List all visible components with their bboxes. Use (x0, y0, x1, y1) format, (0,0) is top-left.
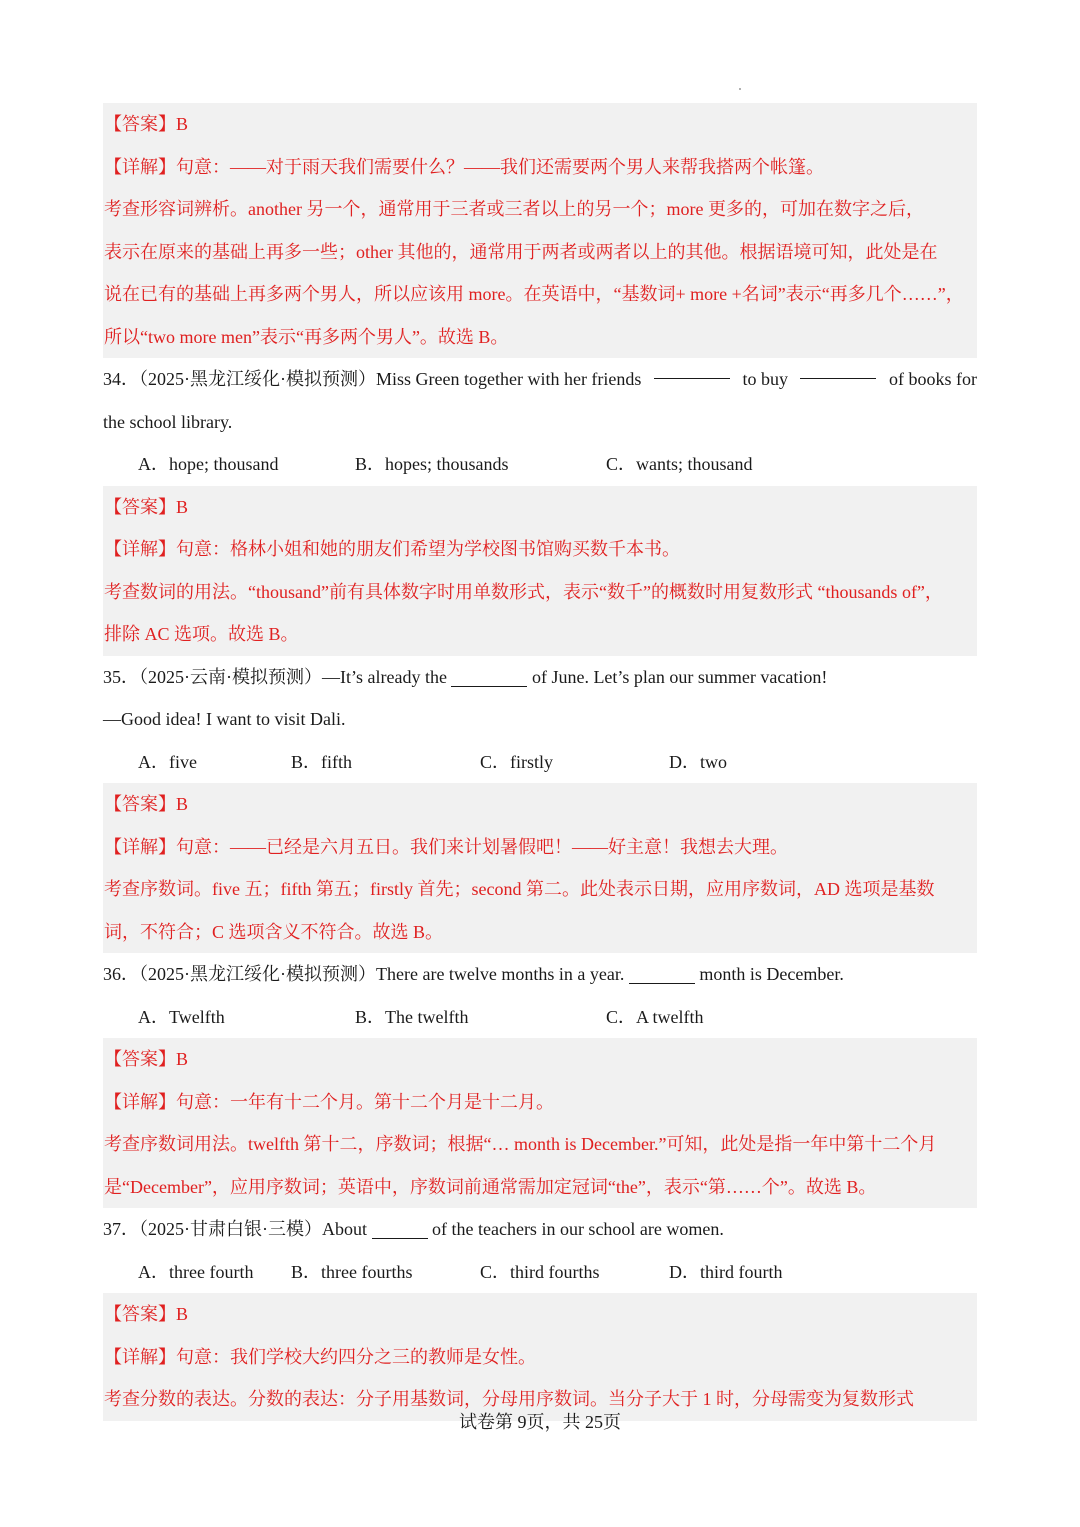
q34-options (103, 443, 977, 486)
q33-analysis-2: 表示在原来的基础上再多一些；other 其他的，通常用于两者或两者以上的其他。根据语境可知，此处是在 (104, 241, 938, 262)
q37-stem (103, 1208, 977, 1251)
q34-answer-block (103, 486, 977, 656)
question-36 (103, 953, 977, 1038)
q34-analysis-2: 排除 AC 选项。故选 B。 (104, 624, 299, 644)
q36-stem-a: 36．（2025·黑龙江绥化·模拟预测）There are twelve months in a year. (103, 964, 625, 984)
q36-option-b[interactable]: B．The twelfth (355, 1006, 469, 1027)
q34-option-a[interactable]: A．hope; thousand (138, 454, 279, 474)
q35-answer: 【答案】B (104, 794, 189, 814)
exam-page (103, 103, 977, 1421)
q34-stem (103, 358, 977, 401)
q34-analysis-1: 考查数词的用法。“thousand”前有具体数字时用单数形式，表示“数千”的概数时用复数形式 “thousands of”， (104, 581, 943, 602)
q35-analysis-1: 考查序数词。five 五；fifth 第五；firstly 首先；second 第二。此处表示日期，应用序数词，AD 选项是基数 (104, 879, 935, 899)
q37-detail: 【详解】句意：我们学校大约四分之三的教师是女性。 (104, 1346, 536, 1367)
q37-option-b[interactable]: B．three fourths (291, 1261, 413, 1282)
q36-option-a[interactable]: A．Twelfth (138, 1006, 225, 1027)
q37-options (103, 1251, 977, 1294)
q37-answer-block (103, 1293, 977, 1421)
q34-detail: 【详解】句意：格林小姐和她的朋友们希望为学校图书馆购买数千本书。 (104, 539, 680, 559)
q35-option-b[interactable]: B．fifth (291, 751, 352, 772)
q35-blank (451, 666, 527, 687)
q33-detail: 【详解】句意：——对于雨天我们需要什么？——我们还需要两个男人来帮我搭两个帐篷。 (104, 156, 824, 177)
question-37 (103, 1208, 977, 1293)
question-35 (103, 656, 977, 784)
q34-stem-line2: the school library. (103, 411, 233, 432)
q35-option-a[interactable]: A．five (138, 751, 197, 772)
q36-detail: 【详解】句意：一年有十二个月。第十二个月是十二月。 (104, 1091, 554, 1112)
q36-answer-block (103, 1038, 977, 1208)
q36-analysis-1: 考查序数词用法。twelfth 第十二，序数词；根据“… month is December.”可知，此处是指一年中第十二个月 (104, 1134, 937, 1154)
q35-options (103, 741, 977, 784)
q33-answer: 【答案】B (104, 114, 189, 134)
q34-blank-2 (800, 358, 876, 379)
q37-option-a[interactable]: A．three fourth (138, 1261, 254, 1282)
q36-option-c[interactable]: C．A twelfth (606, 1006, 704, 1027)
q35-answer-block (103, 783, 977, 953)
q34-stem-c: of books for (889, 369, 977, 389)
q37-option-d[interactable]: D．third fourth (669, 1261, 783, 1282)
q33-analysis-1: 考查形容词辨析。another 另一个，通常用于三者或三者以上的另一个；more 更多的，可加在数字之后， (104, 199, 924, 219)
q36-stem-b: month is December. (699, 964, 844, 984)
q37-stem-a: 37．（2025·甘肃白银·三模）About (103, 1219, 367, 1239)
q35-option-c[interactable]: C．firstly (480, 751, 554, 772)
q34-option-b[interactable]: B．hopes; thousands (355, 454, 509, 474)
q35-stem-a: 35．（2025·云南·模拟预测）—It’s already the (103, 666, 447, 687)
q37-analysis-1: 考查分数的表达。分数的表达：分子用基数词，分母用序数词。当分子大于 1 时，分母需变为复数形式 (104, 1389, 914, 1409)
q36-analysis-2: 是“December”，应用序数词；英语中，序数词前通常需加定冠词“the”，表示“第……个”。故选 B。 (104, 1176, 877, 1197)
q36-stem (103, 953, 977, 996)
q35-option-d[interactable]: D．two (669, 751, 727, 772)
q37-stem-b: of the teachers in our school are women. (432, 1219, 724, 1239)
q35-stem (103, 656, 977, 699)
q34-blank-1 (654, 358, 730, 379)
page-footer: 试卷第 9页，共 25页 (459, 1412, 621, 1432)
q35-stem-line2: —Good idea! I want to visit Dali. (103, 709, 346, 729)
scan-dot (739, 88, 741, 90)
q34-stem-a: 34．（2025·黑龙江绥化·模拟预测）Miss Green together with her friends (103, 369, 642, 389)
q35-stem-b: of June. Let’s plan our summer vacation! (531, 666, 828, 687)
q37-blank (372, 1218, 428, 1239)
q35-analysis-2: 词，不符合；C 选项含义不符合。故选 B。 (104, 921, 444, 942)
q35-detail: 【详解】句意：——已经是六月五日。我们来计划暑假吧！——好主意！我想去大理。 (104, 836, 788, 857)
q33-answer-block (103, 103, 977, 358)
q34-option-c[interactable]: C．wants; thousand (606, 454, 753, 474)
q36-answer: 【答案】B (104, 1049, 189, 1069)
q34-stem-b: to buy (742, 369, 788, 389)
q33-analysis-4: 所以“two more men”表示“再多两个男人”。故选 B。 (104, 326, 509, 347)
question-34 (103, 358, 977, 486)
q36-options (103, 996, 977, 1039)
q37-answer: 【答案】B (104, 1304, 189, 1324)
q36-blank (629, 963, 695, 984)
q34-answer: 【答案】B (104, 496, 189, 517)
q33-analysis-3: 说在已有的基础上再多两个男人，所以应该用 more。在英语中，“基数词+ more +名词”表示“再多几个……”， (104, 284, 964, 304)
q37-option-c[interactable]: C．third fourths (480, 1261, 600, 1282)
